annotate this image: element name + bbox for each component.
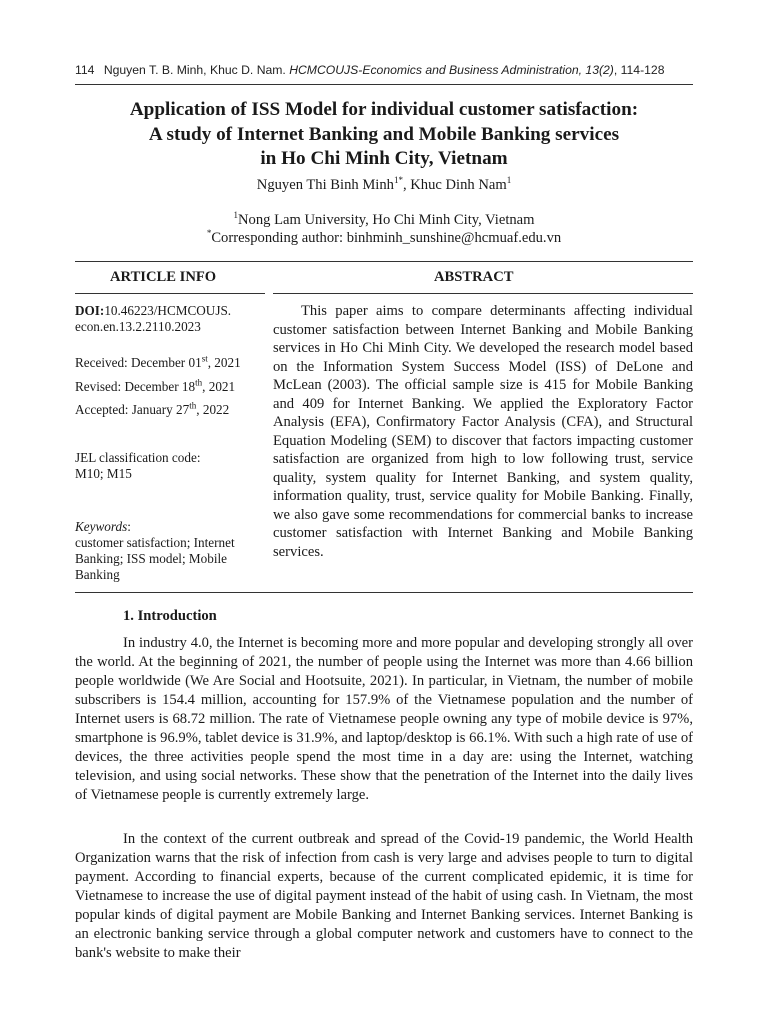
author-list [60, 177, 708, 194]
title-line: Application of ISS Model for individual customer satisfaction: [129, 99, 639, 120]
keywords-list: customer satisfaction; Internet Banking; ISS model; Mobile Banking [75, 535, 235, 582]
author-affiliation-mark: 1 [506, 175, 512, 186]
author-name: Nguyen Thi Binh Minh [256, 177, 394, 193]
corresponding-text: Corresponding author: binhminh_sunshine@hcmuaf.edu.vn [211, 230, 562, 246]
revised-label: Revised: December 18 [75, 379, 196, 394]
accepted-year: , 2022 [196, 402, 230, 417]
jel-block [75, 450, 265, 482]
corresponding-mark: * [206, 228, 212, 239]
doi-block [75, 303, 265, 335]
revised-year: , 2021 [202, 379, 236, 394]
running-header [75, 63, 695, 77]
title-line: A study of Internet Banking and Mobile Banking services [148, 123, 620, 145]
intro-paragraph-1: In industry 4.0, the Internet is becoming more and more popular and developing strongly all over the world. At the beginning of 2021, the number of people using the Internet was more than 4.66 billion people worldwide (We Are Social and Hootsuite, 2021). In particular, in Vietnam, the number of mobile subscribers is 154.4 million, accounting for 157.9% of the Vietnamese population and the number of Internet users is 68.72 million. The rate of Vietnamese people owning any type of mobile device is 97%, smartphone is 96.9%, tablet device is 31.9%, and laptop/desktop is 66.1%. With such a high rate of use of devices, the three activities people spend the most time in a day are: using the Internet, watching television, and using social networks. These show that the penetration of the Internet into the daily lives of Vietnamese people is currently extremely large. [75, 635, 693, 803]
info-heading-rule [75, 293, 265, 294]
received-label: Received: December 01 [75, 355, 202, 370]
abstract-heading-rule [273, 293, 693, 294]
doi-label: DOI: [75, 303, 105, 318]
paper-title [60, 98, 708, 172]
affiliation-mark: 1 [233, 210, 238, 221]
received-year: , 2021 [207, 355, 241, 370]
header-issue: (2) [598, 63, 614, 77]
accepted-date [75, 402, 265, 418]
revised-sup: th [195, 377, 203, 388]
accepted-sup: th [189, 400, 197, 411]
abstract-text: This paper aims to compare determinants affecting individual customer satisfaction between Internet Banking and Mobile Banking services in Ho Chi Minh City. We developed the research model based on the Information System Success Model (ISS) of DeLone and McLean (2003). The official sample size is 415 for Mobile Banking and 409 for Internet Banking. We applied the Exploratory Factor Analysis (EFA), Confirmatory Factor Analysis (CFA), and Structural Equation Modeling (SEM) to discover that factors impacting customer satisfaction are organized from high to low following trust, service quality, system quality for Internet Banking, and system quality, information quality, trust, service quality for Mobile Banking. Finally, we also gave some recommendations for commercial banks to increase customer satisfaction with Internet Banking and Mobile Banking services. [273, 303, 693, 560]
revised-date [75, 379, 265, 395]
affiliation-line [60, 211, 708, 229]
header-authors: Nguyen T. B. Minh, Khuc D. Nam. [103, 63, 286, 77]
author-separator: , [402, 177, 411, 193]
affiliation-text: Nong Lam University, Ho Chi Minh City, Vietnam [237, 212, 535, 228]
page-number: 114 [75, 63, 95, 77]
abstract-heading: ABSTRACT [434, 269, 514, 285]
doi-value: 10.46223/HCMCOUJS. [104, 303, 232, 318]
corresponding-author [60, 229, 708, 247]
top-rule [75, 261, 693, 262]
header-divider [75, 84, 693, 85]
doi-value-cont: econ.en.13.2.2110.2023 [75, 319, 201, 334]
keywords-block [75, 519, 265, 583]
accepted-label: Accepted: January 27 [75, 402, 190, 417]
jel-label: JEL classification code: [75, 450, 201, 465]
received-date [75, 355, 265, 371]
received-sup: st [201, 353, 208, 364]
article-info-heading: ARTICLE INFO [110, 269, 217, 285]
keywords-label: Keywords [75, 519, 128, 534]
jel-codes: M10; M15 [75, 466, 132, 481]
section-heading: 1. Introduction [123, 608, 217, 624]
keywords-colon: : [127, 519, 131, 534]
bottom-rule [75, 592, 693, 593]
author-name: Khuc Dinh Nam [410, 177, 507, 193]
title-line: in Ho Chi Minh City, Vietnam [260, 148, 508, 169]
header-pages: , 114-128 [613, 63, 665, 77]
affiliations [60, 211, 708, 247]
author-affiliation-mark: 1* [393, 175, 403, 186]
header-journal: HCMCOUJS-Economics and Business Administration, 13 [289, 63, 599, 77]
intro-paragraph-2: In the context of the current outbreak and spread of the Covid-19 pandemic, the World Health Organization warns that the risk of infection from cash is very large and advises people to turn to digital payment. According to financial experts, because of the current complicated epidemic, it is time for Vietnamese to increase the use of digital payment instead of the habit of using cash. In Vietnam, the most popular kinds of digital payment are Mobile Banking and Internet Banking services. Internet Banking is an electronic banking service through a global computer network and customers have to connect to the bank's website to make their [75, 831, 693, 961]
